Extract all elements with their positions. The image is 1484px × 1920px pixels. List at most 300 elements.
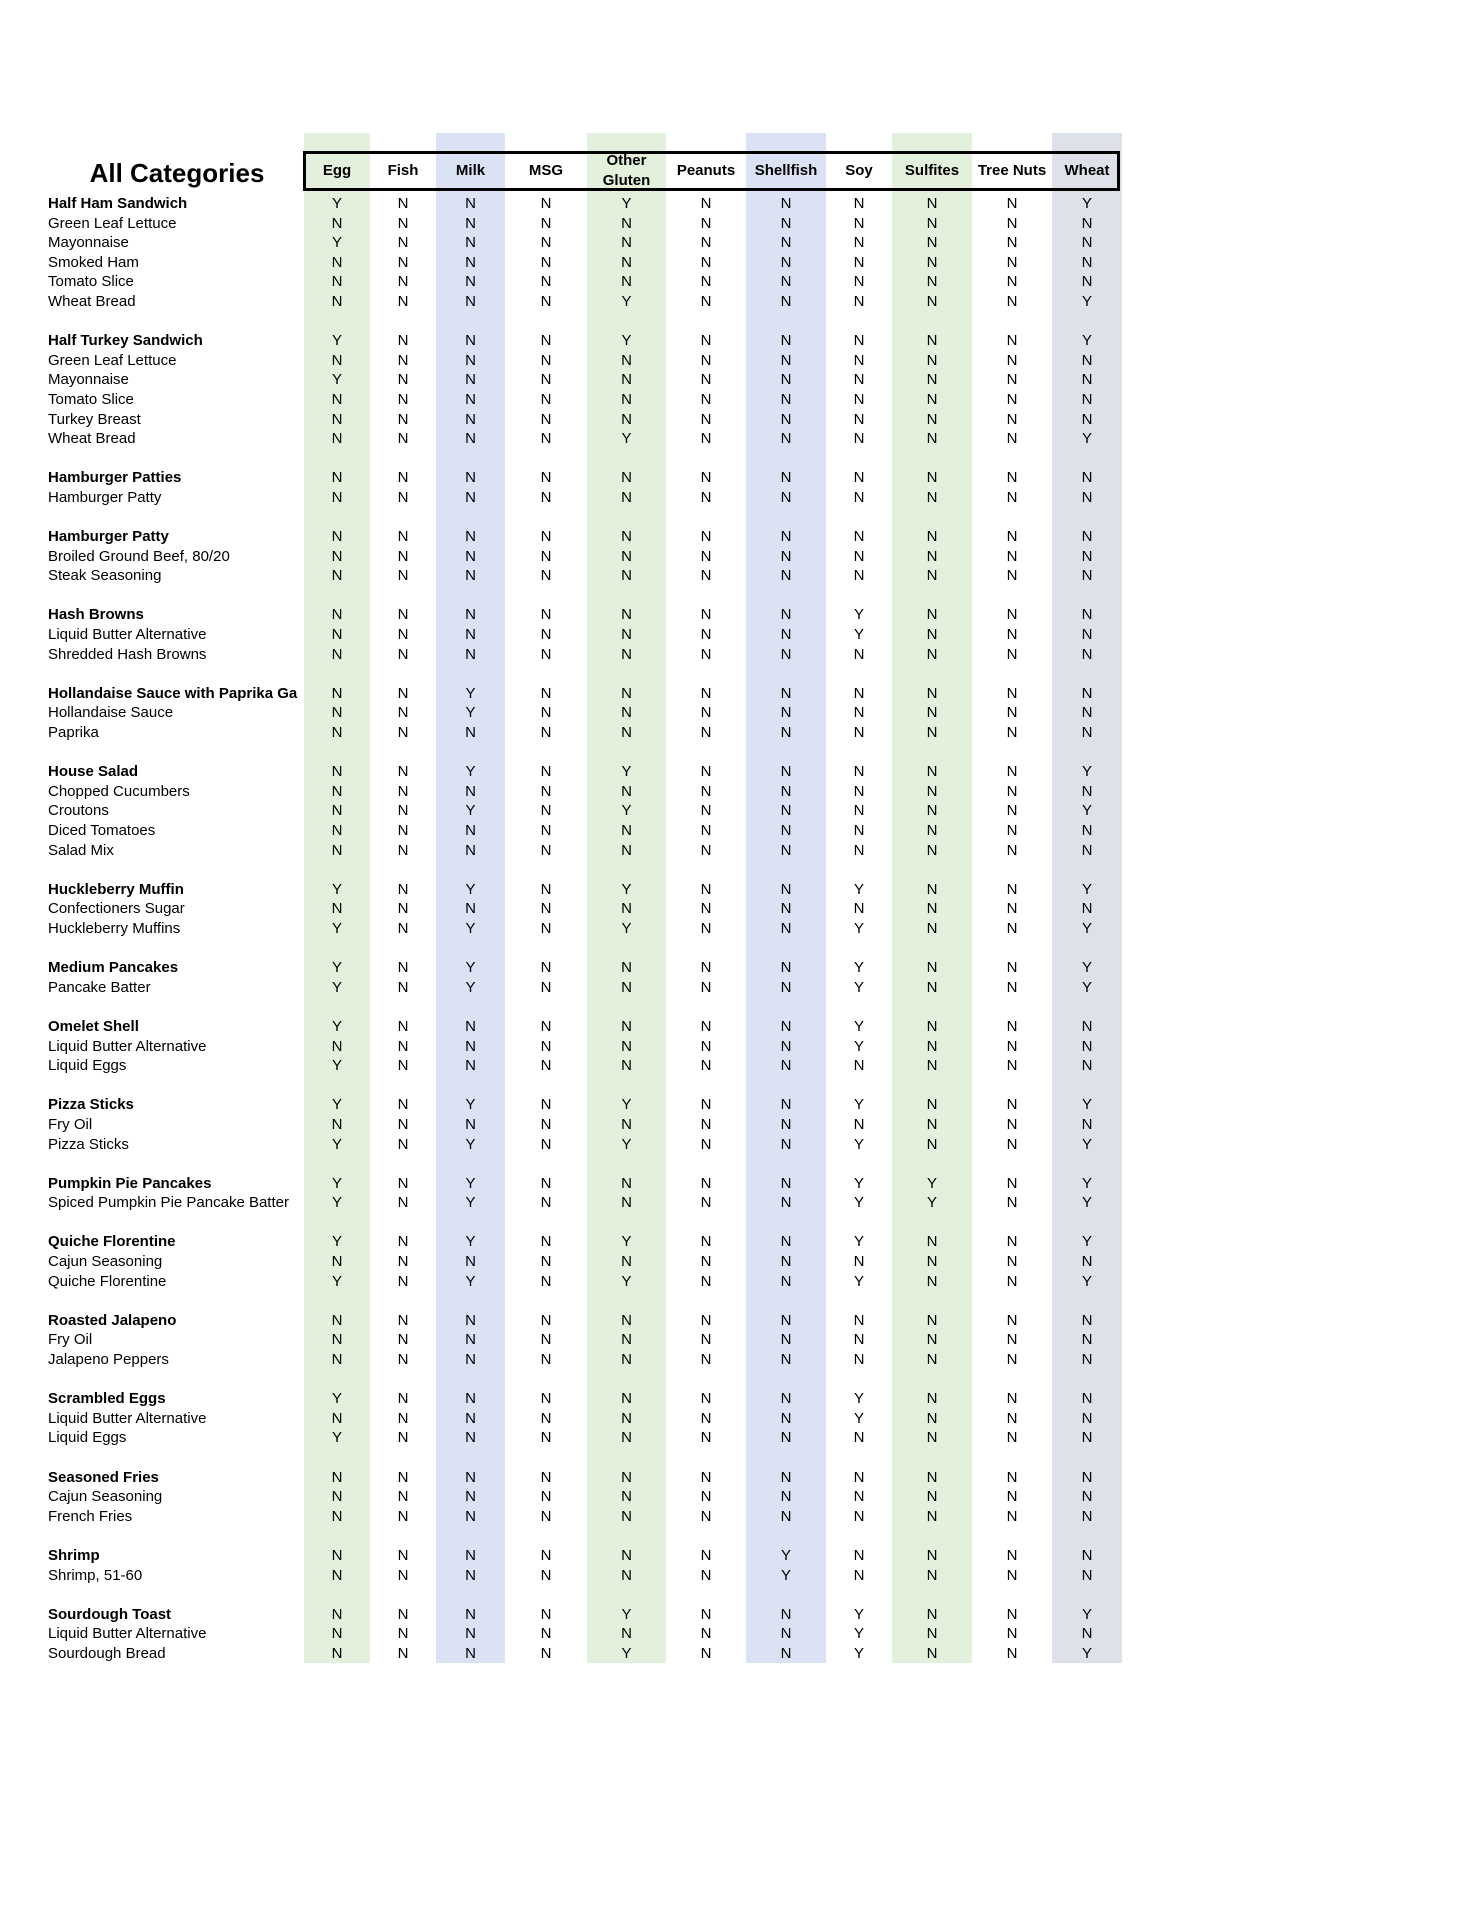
cell-peanuts: N (700, 1194, 712, 1212)
cell-soy: Y (853, 978, 864, 996)
group-name: Pumpkin Pie Pancakes (48, 1174, 212, 1192)
cell-other-gluten: N (621, 547, 632, 565)
ingredient-name: Broiled Ground Beef, 80/20 (48, 547, 230, 565)
cell-egg: Y (331, 919, 342, 937)
cell-sulfites: N (926, 292, 938, 310)
group-spacer (0, 664, 1484, 684)
group-row (0, 1232, 1484, 1252)
cell-sulfites: N (926, 1253, 938, 1271)
cell-tree-nuts: N (1006, 1096, 1018, 1114)
cell-egg: N (331, 390, 343, 408)
cell-msg: N (540, 782, 552, 800)
cell-sulfites: N (926, 1644, 938, 1662)
cell-sulfites: N (926, 1057, 938, 1075)
ingredient-name: Hollandaise Sauce (48, 704, 174, 722)
cell-shellfish: N (780, 841, 792, 859)
cell-soy: N (853, 1331, 865, 1349)
cell-egg: N (331, 1468, 343, 1486)
cell-msg: N (540, 1351, 552, 1369)
cell-tree-nuts: N (1006, 195, 1018, 212)
cell-other-gluten: N (621, 1174, 632, 1192)
cell-fish: N (397, 1409, 409, 1427)
cell-egg: Y (331, 1194, 342, 1212)
cell-fish: N (397, 1390, 409, 1408)
cell-other-gluten: N (621, 1017, 632, 1035)
ingredient-row (0, 566, 1484, 586)
ingredient-row (0, 253, 1484, 273)
cell-milk: Y (465, 1096, 476, 1114)
group-spacer (0, 586, 1484, 606)
cell-other-gluten: N (621, 488, 632, 506)
cell-other-gluten: N (621, 1390, 632, 1408)
cell-shellfish: N (780, 1390, 792, 1408)
group-name: Pizza Sticks (48, 1096, 134, 1114)
cell-peanuts: N (700, 351, 712, 369)
cell-shellfish: N (780, 1037, 792, 1055)
cell-tree-nuts: N (1006, 1135, 1018, 1153)
cell-other-gluten: N (621, 253, 632, 271)
cell-soy: N (853, 292, 865, 310)
cell-shellfish: N (780, 704, 792, 722)
cell-shellfish: N (780, 978, 792, 996)
ingredient-name: French Fries (48, 1507, 133, 1525)
cell-sulfites: N (926, 528, 938, 546)
cell-egg: N (331, 704, 343, 722)
ingredient-name: Confectioners Sugar (48, 900, 185, 918)
cell-msg: N (540, 371, 552, 389)
cell-msg: N (540, 645, 552, 663)
group-spacer (0, 1213, 1484, 1233)
group-spacer (0, 312, 1484, 332)
cell-sulfites: N (926, 410, 938, 428)
ingredient-row (0, 1330, 1484, 1350)
cell-sulfites: N (926, 1272, 938, 1290)
cell-sulfites: N (926, 724, 938, 742)
cell-shellfish: N (780, 234, 792, 252)
cell-shellfish: N (780, 822, 792, 839)
cell-tree-nuts: N (1006, 547, 1018, 565)
cell-other-gluten: N (621, 528, 632, 546)
cell-egg: N (331, 724, 343, 742)
cell-sulfites: N (926, 1546, 938, 1564)
cell-wheat: N (1081, 822, 1093, 839)
cell-egg: Y (331, 1272, 342, 1290)
cell-tree-nuts: N (1006, 1233, 1018, 1251)
group-row (0, 1468, 1484, 1488)
cell-fish: N (397, 390, 409, 408)
cell-egg: N (331, 822, 343, 839)
ingredient-row (0, 1566, 1484, 1586)
cell-shellfish: N (780, 214, 792, 232)
cell-fish: N (397, 253, 409, 271)
cell-shellfish: N (780, 528, 792, 546)
cell-tree-nuts: N (1006, 390, 1018, 408)
cell-peanuts: N (700, 234, 712, 252)
cell-egg: Y (331, 1096, 342, 1114)
cell-msg: N (540, 1390, 552, 1408)
cell-msg: N (540, 1331, 552, 1349)
cell-peanuts: N (700, 488, 712, 506)
ingredient-name: Mayonnaise (48, 371, 129, 389)
cell-fish: N (397, 234, 409, 252)
ingredient-row (0, 625, 1484, 645)
cell-egg: N (331, 1351, 343, 1369)
cell-wheat: Y (1081, 1272, 1092, 1290)
cell-peanuts: N (700, 1468, 712, 1486)
cell-soy: Y (853, 1605, 864, 1623)
cell-peanuts: N (700, 978, 712, 996)
cell-soy: N (853, 763, 865, 781)
cell-wheat: N (1081, 626, 1093, 644)
cell-wheat: N (1081, 469, 1093, 487)
ingredient-name: Liquid Eggs (48, 1057, 127, 1075)
cell-soy: N (853, 1566, 865, 1584)
ingredient-name: Hamburger Patty (48, 488, 162, 506)
ingredient-name: Huckleberry Muffins (48, 919, 181, 937)
cell-wheat: Y (1081, 1174, 1092, 1192)
cell-shellfish: N (780, 1488, 792, 1506)
cell-shellfish: N (780, 488, 792, 506)
cell-fish: N (397, 1115, 409, 1133)
cell-wheat: N (1081, 1351, 1093, 1369)
cell-soy: N (853, 1507, 865, 1525)
column-header-msg: MSG (528, 162, 564, 179)
cell-wheat: N (1081, 390, 1093, 408)
cell-wheat: N (1081, 234, 1093, 252)
cell-shellfish: N (780, 1507, 792, 1525)
cell-sulfites: N (926, 547, 938, 565)
cell-msg: N (540, 1429, 552, 1447)
cell-milk: N (465, 1390, 476, 1408)
cell-other-gluten: N (621, 214, 632, 232)
cell-tree-nuts: N (1006, 488, 1018, 506)
cell-msg: N (540, 880, 552, 898)
ingredient-row (0, 1644, 1484, 1664)
cell-sulfites: N (926, 567, 938, 585)
cell-msg: N (540, 626, 552, 644)
cell-fish: N (397, 802, 409, 820)
cell-sulfites: N (926, 802, 938, 820)
ingredient-row (0, 429, 1484, 449)
cell-egg: N (331, 1409, 343, 1427)
cell-milk: N (465, 528, 476, 546)
cell-sulfites: N (926, 253, 938, 271)
cell-fish: N (397, 547, 409, 565)
cell-shellfish: N (780, 547, 792, 565)
cell-peanuts: N (700, 1096, 712, 1114)
ingredient-name: Green Leaf Lettuce (48, 214, 177, 232)
ingredient-name: Smoked Ham (48, 253, 139, 271)
cell-msg: N (540, 1468, 552, 1486)
cell-wheat: Y (1081, 1096, 1092, 1114)
cell-peanuts: N (700, 1409, 712, 1427)
cell-msg: N (540, 567, 552, 585)
group-name: Shrimp (48, 1546, 100, 1564)
cell-other-gluten: N (621, 1115, 632, 1133)
cell-sulfites: N (926, 1096, 938, 1114)
cell-egg: N (331, 1311, 343, 1329)
cell-milk: N (465, 430, 476, 448)
cell-other-gluten: Y (621, 1644, 632, 1662)
cell-egg: Y (331, 195, 342, 212)
cell-fish: N (397, 1311, 409, 1329)
cell-wheat: N (1081, 1566, 1093, 1584)
cell-milk: N (465, 1409, 476, 1427)
cell-shellfish: N (780, 1057, 792, 1075)
ingredient-name: Shrimp, 51-60 (48, 1566, 143, 1584)
cell-fish: N (397, 273, 409, 291)
cell-milk: N (465, 469, 476, 487)
cell-other-gluten: Y (621, 1605, 632, 1623)
cell-shellfish: N (780, 1174, 792, 1192)
cell-shellfish: N (780, 626, 792, 644)
cell-fish: N (397, 1174, 409, 1192)
cell-msg: N (540, 253, 552, 271)
ingredient-row (0, 1624, 1484, 1644)
cell-soy: N (853, 351, 865, 369)
group-spacer (0, 1585, 1484, 1605)
cell-peanuts: N (700, 1233, 712, 1251)
cell-other-gluten: N (621, 1194, 632, 1212)
ingredient-row (0, 723, 1484, 743)
cell-shellfish: Y (780, 1546, 791, 1564)
cell-other-gluten: N (621, 704, 632, 722)
cell-wheat: N (1081, 1037, 1093, 1055)
cell-milk: N (465, 1566, 476, 1584)
cell-other-gluten: N (621, 1566, 632, 1584)
cell-wheat: Y (1081, 1644, 1092, 1662)
cell-sulfites: N (926, 822, 938, 839)
group-name: Sourdough Toast (48, 1605, 172, 1623)
cell-sulfites: N (926, 1331, 938, 1349)
cell-soy: N (853, 841, 865, 859)
ingredient-name: Steak Seasoning (48, 567, 162, 585)
cell-shellfish: N (780, 1429, 792, 1447)
cell-tree-nuts: N (1006, 1644, 1018, 1662)
cell-other-gluten: N (621, 841, 632, 859)
cell-soy: Y (853, 1194, 864, 1212)
cell-peanuts: N (700, 959, 712, 977)
cell-sulfites: N (926, 1017, 938, 1035)
cell-other-gluten: Y (621, 1233, 632, 1251)
cell-peanuts: N (700, 567, 712, 585)
cell-egg: N (331, 1566, 343, 1584)
cell-tree-nuts: N (1006, 606, 1018, 624)
cell-soy: N (853, 900, 865, 918)
cell-soy: N (853, 724, 865, 742)
cell-egg: N (331, 1605, 343, 1623)
cell-egg: N (331, 1253, 343, 1271)
cell-egg: Y (331, 332, 342, 350)
cell-soy: Y (853, 626, 864, 644)
cell-milk: N (465, 1037, 476, 1055)
cell-other-gluten: N (621, 1488, 632, 1506)
cell-msg: N (540, 606, 552, 624)
cell-egg: Y (331, 978, 342, 996)
cell-fish: N (397, 1057, 409, 1075)
cell-peanuts: N (700, 1644, 712, 1662)
cell-soy: Y (853, 1409, 864, 1427)
cell-shellfish: N (780, 1253, 792, 1271)
cell-other-gluten: N (621, 371, 632, 389)
cell-milk: N (465, 626, 476, 644)
cell-milk: N (465, 1429, 476, 1447)
group-row (0, 1389, 1484, 1409)
cell-egg: N (331, 273, 343, 291)
cell-shellfish: N (780, 1311, 792, 1329)
cell-shellfish: N (780, 1644, 792, 1662)
cell-sulfites: N (926, 626, 938, 644)
cell-shellfish: N (780, 390, 792, 408)
cell-milk: N (465, 1644, 476, 1662)
cell-fish: N (397, 1429, 409, 1447)
cell-other-gluten: N (621, 1429, 632, 1447)
cell-msg: N (540, 273, 552, 291)
page-title: All Categories (89, 158, 265, 188)
ingredient-name: Paprika (48, 724, 99, 742)
cell-tree-nuts: N (1006, 782, 1018, 800)
cell-fish: N (397, 978, 409, 996)
ingredient-name: Jalapeno Peppers (48, 1351, 169, 1369)
column-header-peanuts: Peanuts (676, 162, 736, 179)
cell-soy: N (853, 1115, 865, 1133)
cell-tree-nuts: N (1006, 1390, 1018, 1408)
cell-fish: N (397, 1135, 409, 1153)
ingredient-row (0, 370, 1484, 390)
cell-milk: N (465, 547, 476, 565)
cell-soy: N (853, 332, 865, 350)
cell-other-gluten: Y (621, 880, 632, 898)
cell-shellfish: N (780, 1135, 792, 1153)
cell-tree-nuts: N (1006, 1311, 1018, 1329)
cell-soy: Y (853, 1644, 864, 1662)
cell-peanuts: N (700, 430, 712, 448)
cell-peanuts: N (700, 1115, 712, 1133)
cell-milk: N (465, 1311, 476, 1329)
cell-soy: N (853, 567, 865, 585)
ingredient-row (0, 1507, 1484, 1527)
cell-peanuts: N (700, 292, 712, 310)
cell-shellfish: N (780, 195, 792, 212)
cell-peanuts: N (700, 1135, 712, 1153)
cell-other-gluten: N (621, 978, 632, 996)
cell-milk: N (465, 1331, 476, 1349)
cell-other-gluten: Y (621, 195, 632, 212)
cell-egg: Y (331, 371, 342, 389)
ingredient-row (0, 801, 1484, 821)
cell-soy: Y (853, 1037, 864, 1055)
cell-soy: N (853, 214, 865, 232)
cell-wheat: N (1081, 547, 1093, 565)
cell-msg: N (540, 1546, 552, 1564)
cell-sulfites: N (926, 919, 938, 937)
ingredient-name: Liquid Butter Alternative (48, 626, 207, 644)
cell-shellfish: N (780, 567, 792, 585)
column-header-milk: Milk (455, 162, 486, 179)
cell-msg: N (540, 959, 552, 977)
cell-shellfish: N (780, 880, 792, 898)
cell-peanuts: N (700, 410, 712, 428)
cell-shellfish: N (780, 332, 792, 350)
cell-wheat: Y (1081, 919, 1092, 937)
cell-fish: N (397, 371, 409, 389)
cell-tree-nuts: N (1006, 1351, 1018, 1369)
cell-milk: N (465, 1253, 476, 1271)
ingredient-row (0, 1428, 1484, 1448)
cell-other-gluten: N (621, 1351, 632, 1369)
cell-fish: N (397, 626, 409, 644)
cell-soy: N (853, 488, 865, 506)
cell-egg: N (331, 763, 343, 781)
cell-peanuts: N (700, 606, 712, 624)
cell-egg: N (331, 1037, 343, 1055)
cell-fish: N (397, 1546, 409, 1564)
cell-egg: N (331, 1625, 343, 1643)
cell-tree-nuts: N (1006, 900, 1018, 918)
cell-msg: N (540, 1017, 552, 1035)
cell-soy: N (853, 273, 865, 291)
cell-milk: Y (465, 802, 476, 820)
cell-tree-nuts: N (1006, 371, 1018, 389)
ingredient-row (0, 1037, 1484, 1057)
cell-wheat: N (1081, 841, 1093, 859)
group-row (0, 880, 1484, 900)
column-header-fish: Fish (387, 162, 419, 179)
cell-egg: N (331, 488, 343, 506)
cell-milk: N (465, 900, 476, 918)
cell-milk: Y (465, 684, 476, 702)
cell-msg: N (540, 234, 552, 252)
cell-milk: N (465, 253, 476, 271)
cell-shellfish: N (780, 724, 792, 742)
ingredient-name: Croutons (48, 802, 109, 820)
cell-wheat: Y (1081, 978, 1092, 996)
cell-sulfites: N (926, 488, 938, 506)
cell-fish: N (397, 1605, 409, 1623)
ingredient-name: Quiche Florentine (48, 1272, 167, 1290)
cell-msg: N (540, 919, 552, 937)
cell-egg: N (331, 900, 343, 918)
cell-milk: Y (465, 1194, 476, 1212)
cell-shellfish: N (780, 1272, 792, 1290)
group-row (0, 605, 1484, 625)
cell-peanuts: N (700, 645, 712, 663)
cell-msg: N (540, 1253, 552, 1271)
cell-msg: N (540, 292, 552, 310)
cell-milk: N (465, 841, 476, 859)
cell-milk: N (465, 1057, 476, 1075)
cell-sulfites: N (926, 1233, 938, 1251)
cell-fish: N (397, 1253, 409, 1271)
cell-egg: N (331, 645, 343, 663)
cell-soy: N (853, 410, 865, 428)
group-row (0, 331, 1484, 351)
cell-egg: N (331, 567, 343, 585)
cell-msg: N (540, 1194, 552, 1212)
cell-wheat: N (1081, 684, 1093, 702)
cell-shellfish: N (780, 684, 792, 702)
cell-sulfites: Y (926, 1194, 937, 1212)
cell-sulfites: N (926, 1468, 938, 1486)
cell-egg: N (331, 802, 343, 820)
cell-wheat: N (1081, 704, 1093, 722)
cell-sulfites: N (926, 390, 938, 408)
cell-fish: N (397, 214, 409, 232)
cell-egg: Y (331, 1233, 342, 1251)
cell-egg: Y (331, 1390, 342, 1408)
ingredient-row (0, 821, 1484, 841)
cell-msg: N (540, 214, 552, 232)
